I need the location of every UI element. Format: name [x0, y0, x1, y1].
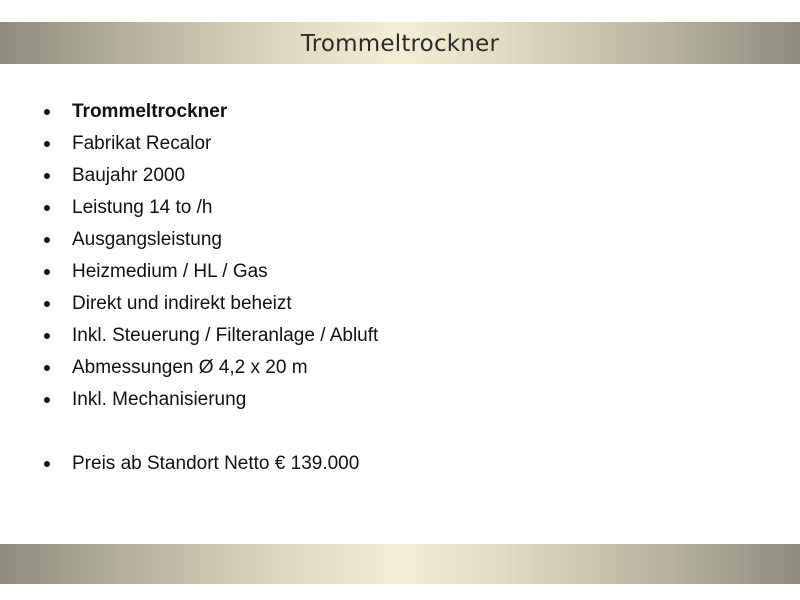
bullet-text: Direkt und indirekt beheizt	[72, 293, 292, 314]
bullet-text: Trommeltrockner	[72, 101, 228, 122]
bullet-text: Inkl. Mechanisierung	[72, 389, 247, 410]
bullet-item	[0, 96, 800, 128]
bullet-dot-icon	[44, 141, 50, 147]
bullet-dot-icon	[44, 333, 50, 339]
bullet-dot-icon	[44, 301, 50, 307]
bullet-list	[0, 96, 800, 480]
slide-title: Trommeltrockner	[300, 31, 500, 57]
header-bar	[0, 22, 800, 64]
footer-bar	[0, 544, 800, 584]
bullet-item	[0, 160, 800, 192]
bullet-text: Heizmedium / HL / Gas	[72, 261, 268, 282]
price-text: Preis ab Standort Netto € 139.000	[72, 453, 360, 474]
bullet-text: Fabrikat Recalor	[72, 133, 212, 154]
bullet-item-price	[0, 448, 800, 480]
bullet-dot-icon	[44, 237, 50, 243]
bullet-text: Abmessungen Ø 4,2 x 20 m	[72, 357, 308, 378]
bullet-dot-icon	[44, 269, 50, 275]
bullet-text: Ausgangsleistung	[72, 229, 222, 250]
bullet-item	[0, 128, 800, 160]
bullet-text: Baujahr 2000	[72, 165, 186, 186]
bullet-item	[0, 256, 800, 288]
bullet-dot-icon	[44, 109, 50, 115]
bullet-item	[0, 288, 800, 320]
bullet-text: Leistung 14 to /h	[72, 197, 213, 218]
bullet-dot-icon	[44, 173, 50, 179]
bullet-item	[0, 320, 800, 352]
bullet-item	[0, 384, 800, 416]
bullet-dot-icon	[44, 397, 50, 403]
bullet-dot-icon	[44, 205, 50, 211]
bullet-dot-icon	[44, 461, 50, 467]
bullet-item	[0, 352, 800, 384]
bullet-item	[0, 224, 800, 256]
bullet-text: Inkl. Steuerung / Filteranlage / Abluft	[72, 325, 379, 346]
bullet-dot-icon	[44, 365, 50, 371]
bullet-item	[0, 192, 800, 224]
